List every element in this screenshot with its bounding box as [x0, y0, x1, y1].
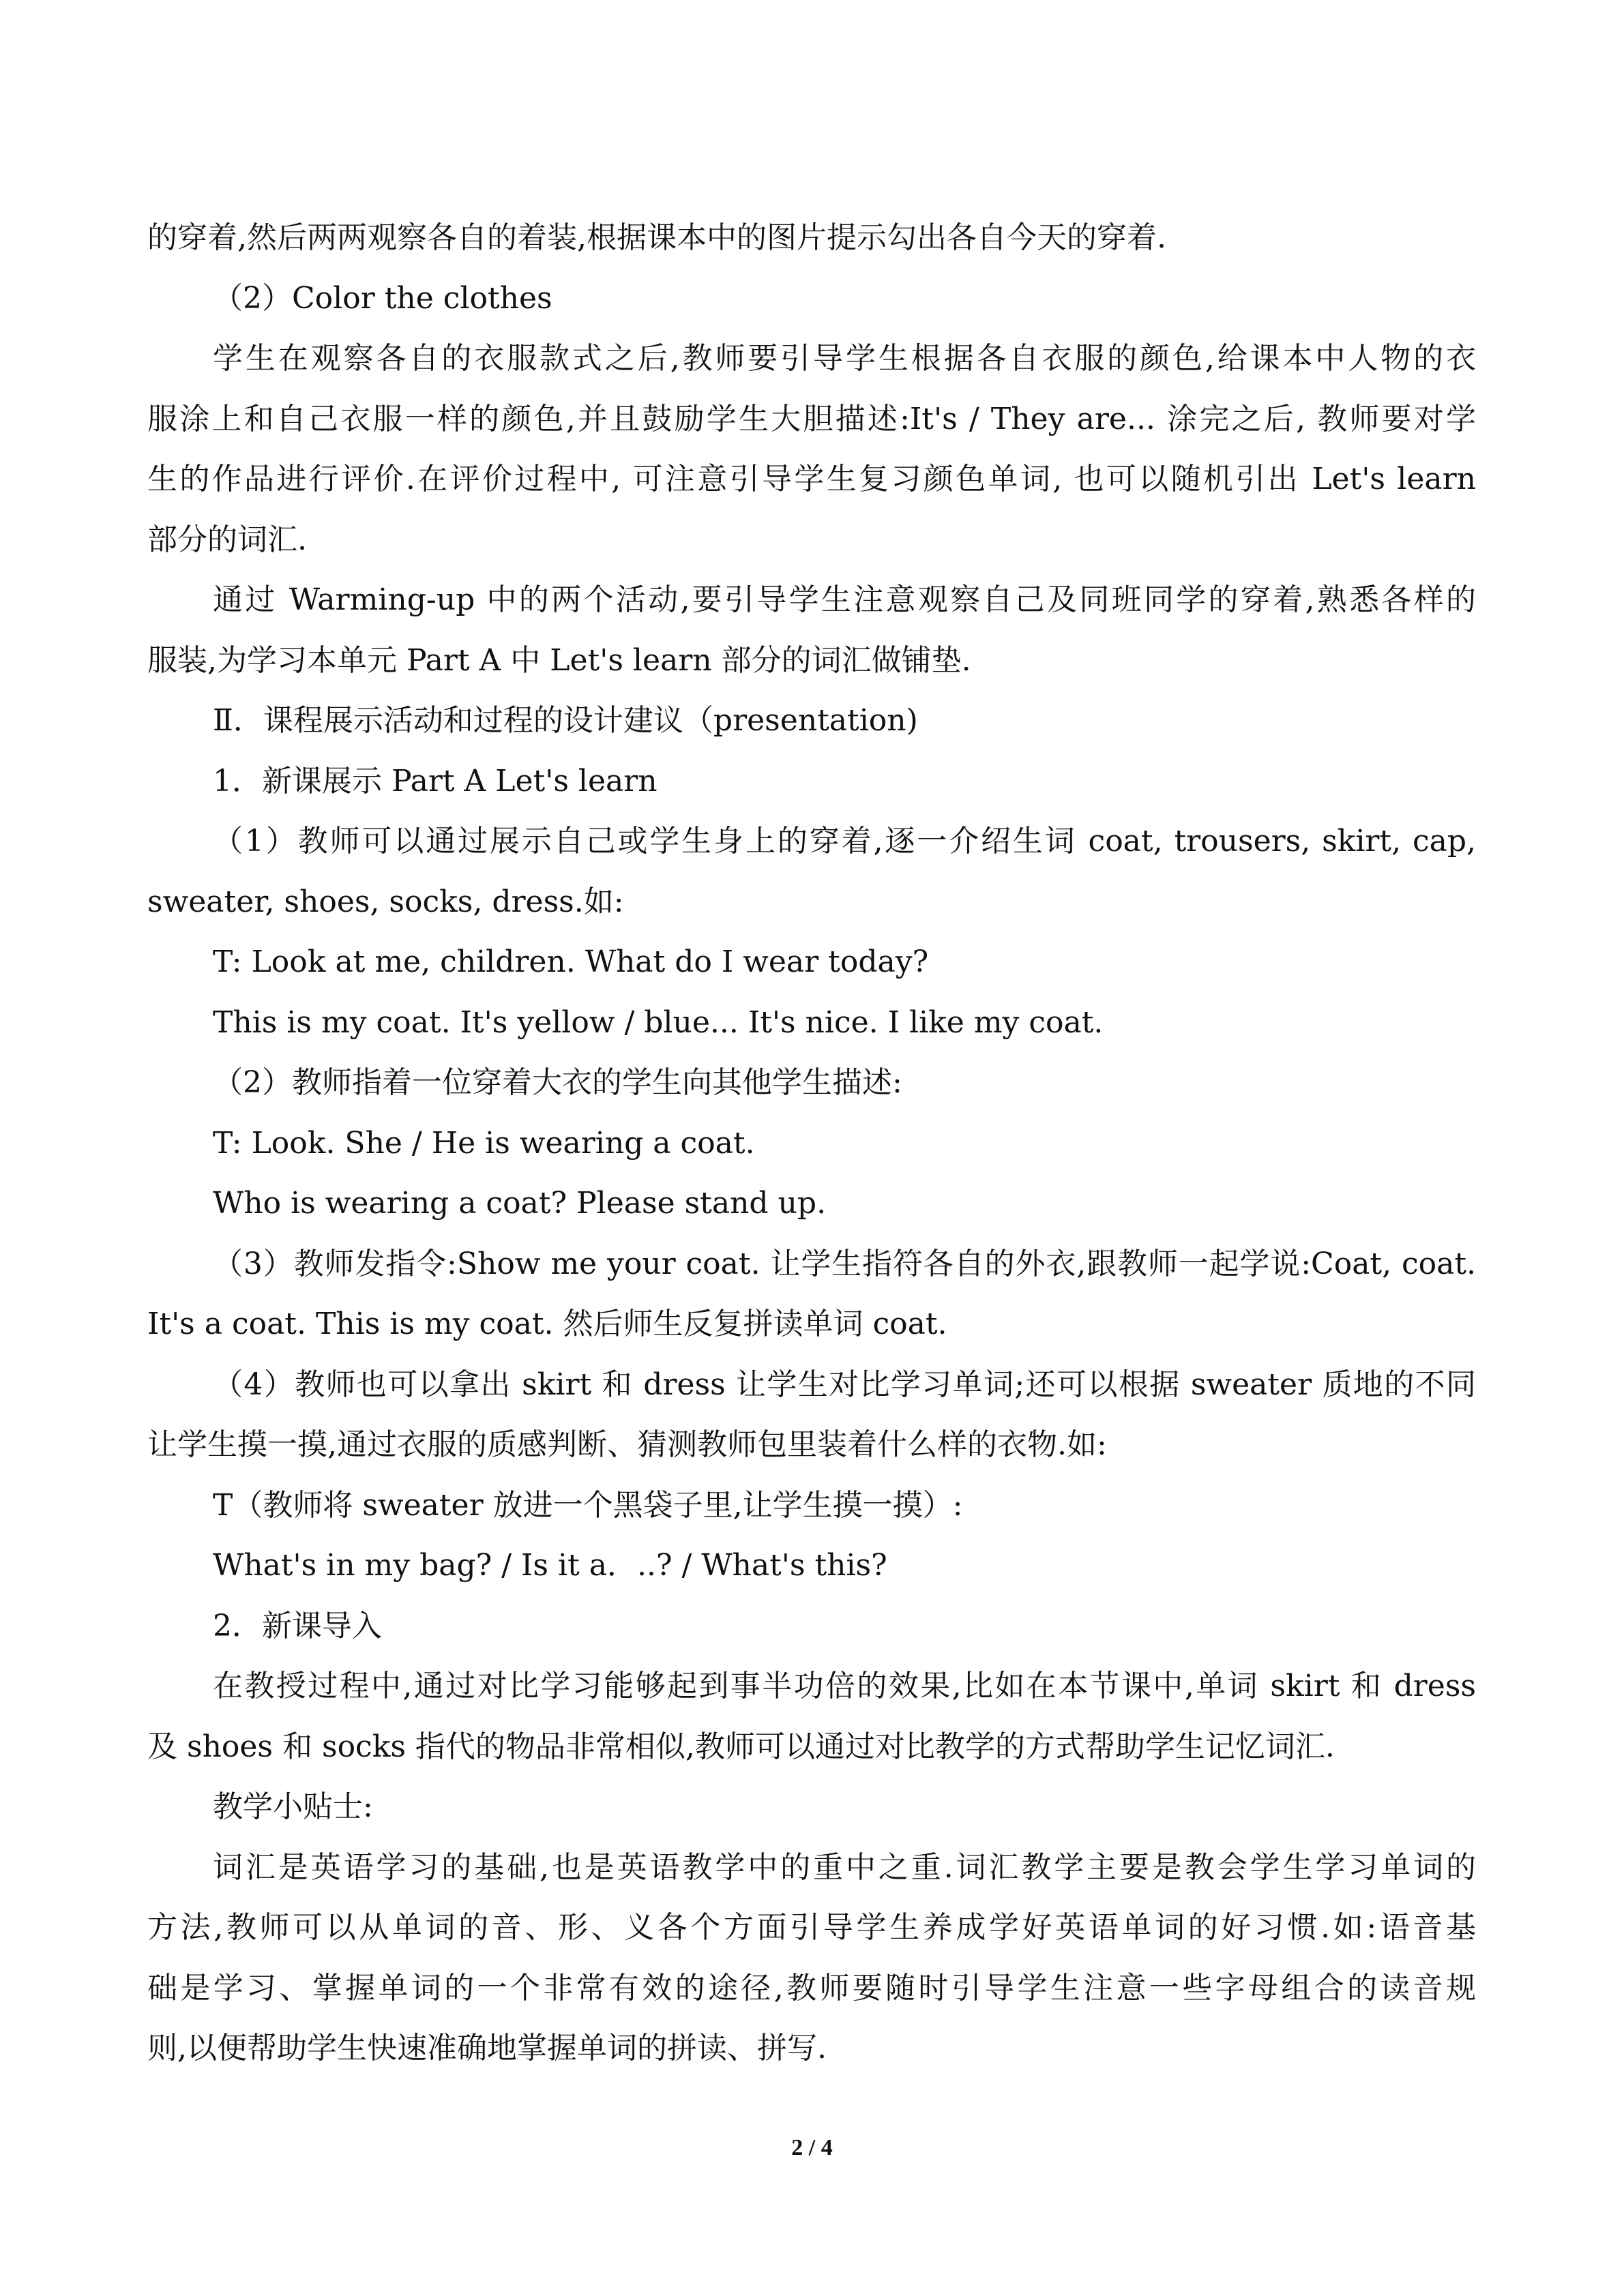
paragraph-line: 词汇是英语学习的基础,也是英语教学中的重中之重.词汇教学主要是教会学生学习单词的: [213, 1849, 1476, 1885]
subheading-lesson-intro: 2．新课导入: [213, 1608, 382, 1643]
paragraph-line: 则,以便帮助学生快速准确地掌握单词的拼读、拼写.: [147, 2031, 827, 2066]
section-heading-presentation: Ⅱ．课程展示活动和过程的设计建议（presentation): [213, 703, 918, 738]
paragraph-line: 让学生摸一摸,通过衣服的质感判断、猜测教师包里装着什么样的衣物.如:: [147, 1427, 1107, 1462]
paragraph-line: 及 shoes 和 socks 指代的物品非常相似,教师可以通过对比教学的方式帮助学生记忆词汇.: [147, 1729, 1335, 1764]
paragraph-line: （4）教师也可以拿出 skirt 和 dress 让学生对比学习单词;还可以根据 sweater 质地的不同: [213, 1367, 1476, 1402]
paragraph-line: It's a coat. This is my coat. 然后师生反复拼读单词 coat.: [147, 1307, 947, 1341]
paragraph-line: 通过 Warming-up 中的两个活动,要引导学生注意观察自己及同班同学的穿着,熟悉各样的: [213, 582, 1476, 617]
document-body: [147, 208, 1476, 2079]
paragraph-line: 生的作品进行评价.在评价过程中, 可注意引导学生复习颜色单词, 也可以随机引出 Let's learn: [147, 462, 1476, 496]
subheading-new-lesson: 1．新课展示 Part A Let's learn: [213, 763, 658, 799]
dialogue-line: Who is wearing a coat? Please stand up.: [213, 1186, 827, 1221]
paragraph-line: （1）教师可以通过展示自己或学生身上的穿着,逐一介绍生词 coat, trousers, skirt, cap,: [213, 824, 1476, 859]
paragraph-line: 部分的词汇.: [147, 522, 307, 557]
page-number: 2 / 4: [791, 2135, 833, 2160]
paragraph-line: sweater, shoes, socks, dress.如:: [147, 884, 624, 919]
paragraph-line: （3）教师发指令:Show me your coat. 让学生指符各自的外衣,跟教师一起学说:Coat, coat.: [213, 1246, 1476, 1281]
subheading-color-clothes: （2）Color the clothes: [213, 280, 552, 316]
dialogue-line: T: Look at me, children. What do I wear today?: [213, 944, 929, 979]
dialogue-line: This is my coat. It's yellow / blue... It's nice. I like my coat.: [213, 1004, 1104, 1040]
dialogue-line: T（教师将 sweater 放进一个黑袋子里,让学生摸一摸）:: [213, 1487, 963, 1523]
subheading-teaching-tips: 教学小贴士:: [213, 1789, 373, 1824]
paragraph-line: 的穿着,然后两两观察各自的着装,根据课本中的图片提示勾出各自今天的穿着.: [147, 220, 1166, 255]
paragraph-line: 服涂上和自己衣服一样的颜色,并且鼓励学生大胆描述:It's / They are... 涂完之后, 教师要对学: [147, 401, 1476, 436]
dialogue-line: What's in my bag? / Is it a．..? / What's this?: [213, 1548, 887, 1583]
paragraph-line: 服装,为学习本单元 Part A 中 Let's learn 部分的词汇做铺垫.: [147, 642, 971, 678]
paragraph-line: （2）教师指着一位穿着大衣的学生向其他学生描述:: [213, 1065, 902, 1100]
dialogue-line: T: Look. She / He is wearing a coat.: [213, 1125, 755, 1161]
paragraph-line: 方法,教师可以从单词的音、形、义各个方面引导学生养成学好英语单词的好习惯.如:语音基: [147, 1910, 1476, 1945]
paragraph-line: 学生在观察各自的衣服款式之后,教师要引导学生根据各自衣服的颜色,给课本中人物的衣: [213, 341, 1476, 376]
paragraph-line: 础是学习、掌握单词的一个非常有效的途径,教师要随时引导学生注意一些字母组合的读音规: [147, 1970, 1476, 2006]
paragraph-line: 在教授过程中,通过对比学习能够起到事半功倍的效果,比如在本节课中,单词 skirt 和 dress: [213, 1669, 1476, 1703]
